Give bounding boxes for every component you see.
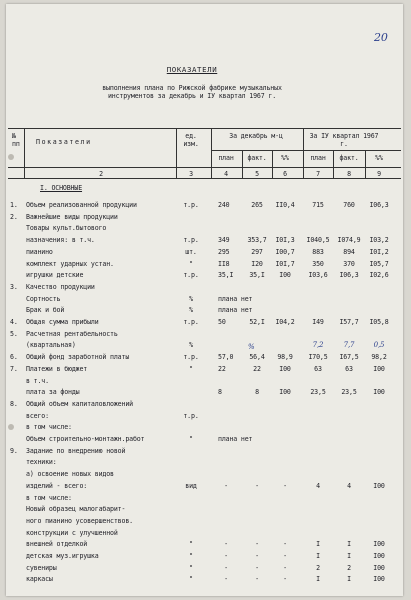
header-num: № пп — [12, 132, 20, 148]
cell-d-fact: - — [255, 563, 259, 572]
cell-d-pct: I00 — [279, 364, 291, 373]
cell-q-plan: 4 — [316, 481, 320, 490]
cell-label: всего: — [26, 411, 49, 420]
handwritten-pct-dec: % — [248, 343, 255, 351]
cell-d-pct: 98,9 — [277, 353, 293, 362]
cell-q-plan: I03,6 — [308, 271, 328, 280]
cell-d-pct: I00 — [279, 388, 291, 397]
cell-label: (квартальная) — [26, 341, 76, 350]
rule — [303, 128, 304, 178]
rule — [8, 178, 401, 179]
cell-unit: % — [189, 306, 193, 315]
cell-unit: т.р. — [183, 271, 199, 280]
cell-label: в том числе: — [26, 423, 72, 432]
cell-d-fact: - — [255, 540, 259, 549]
cell-unit: " — [189, 575, 193, 584]
cell-q-fact: I074,9 — [337, 236, 361, 245]
handwritten-fact-q: 7,7 — [343, 341, 355, 349]
punch-hole — [8, 424, 14, 430]
cell-d-plan: - — [224, 481, 228, 490]
cell-q-pct: I00 — [373, 575, 385, 584]
header-indicators: Показатели — [36, 138, 92, 146]
cell-d-plan: II8 — [218, 259, 230, 268]
cell-d-fact: - — [255, 481, 259, 490]
cell-d-fact: 297 — [251, 247, 263, 256]
cell-num: 7. — [10, 364, 18, 373]
cell-q-fact: I — [347, 575, 351, 584]
cell-num: 8. — [10, 399, 18, 408]
rule — [333, 150, 334, 178]
cell-label: конструкции с улучшенной — [26, 528, 118, 537]
header-plan-dec: план — [218, 154, 234, 162]
cell-d-plan: 22 — [218, 364, 226, 373]
cell-unit: " — [189, 563, 193, 572]
rule — [8, 167, 401, 168]
cell-d-plan: плана нет — [218, 435, 253, 443]
header-quarter: За IУ квартал 1967 г. — [309, 132, 379, 148]
cell-d-pct: II0,4 — [275, 201, 295, 209]
cell-d-plan: 295 — [218, 247, 230, 256]
cell-q-fact: 23,5 — [341, 388, 357, 397]
cell-label: Брак и бой — [26, 306, 65, 315]
cell-d-pct: I0I,3 — [275, 236, 295, 245]
cell-unit: т.р. — [183, 353, 199, 362]
cell-unit: т.р. — [183, 201, 199, 209]
cell-q-fact: I06,3 — [339, 271, 359, 280]
cell-q-pct: I00 — [373, 481, 385, 490]
punch-hole — [8, 154, 14, 160]
cell-d-fact: 56,4 — [249, 353, 265, 362]
page-number: 20 — [374, 31, 388, 44]
rule — [176, 128, 177, 178]
cell-q-plan: I040,5 — [306, 236, 330, 245]
cell-label: игрушки детские — [26, 271, 84, 280]
cell-label: ного пианино усовершенствов. — [26, 516, 133, 525]
header-plan-q: план — [310, 154, 326, 162]
cell-d-plan: 57,0 — [218, 353, 234, 362]
subtitle-line-2: инструментов за декабрь и IУ квартал 1967 г. — [107, 92, 277, 100]
cell-d-fact: 22 — [253, 364, 261, 373]
cell-unit: т.р. — [183, 411, 199, 420]
cell-d-pct: - — [283, 481, 287, 490]
cell-d-pct: I0I,7 — [275, 259, 295, 268]
cell-d-plan: 8 — [218, 388, 222, 397]
cell-label: комплект ударных устан. — [26, 259, 114, 268]
cell-unit: " — [189, 552, 193, 560]
cell-label: а) освоение новых видов — [26, 470, 114, 479]
col-number: 8 — [347, 170, 351, 178]
cell-label: детская муз.игрушка — [26, 552, 99, 560]
cell-d-fact: - — [255, 552, 259, 560]
cell-label: внешней отделкой — [26, 540, 88, 549]
col-number: 9 — [377, 170, 381, 178]
header-fact-q: факт. — [339, 154, 359, 162]
cell-label: плата за фонды — [26, 388, 80, 397]
cell-label: назначения: в т.ч. — [26, 236, 95, 245]
cell-d-pct: - — [283, 540, 287, 549]
rule — [24, 128, 25, 178]
cell-label: Общая сумма прибыли — [26, 318, 99, 326]
subtitle-line-1: выполнения плана по Рижской фабрике музыкальных — [102, 84, 282, 92]
cell-q-fact: 4 — [347, 481, 351, 490]
cell-q-plan: 23,5 — [310, 388, 326, 397]
cell-unit: " — [189, 540, 193, 549]
cell-d-fact: 265 — [251, 201, 263, 209]
cell-num: 5. — [10, 329, 18, 338]
cell-label: изделий - всего: — [26, 481, 88, 490]
cell-q-pct: I02,6 — [369, 271, 389, 280]
cell-label: сувениры — [26, 563, 57, 572]
cell-unit: " — [189, 435, 193, 443]
cell-label: Расчетная рентабельность — [26, 329, 118, 338]
cell-label: Новый образец малогабарит- — [26, 505, 126, 514]
col-number: 7 — [316, 170, 320, 178]
cell-q-fact: 894 — [343, 247, 355, 256]
cell-unit: т.р. — [183, 236, 199, 245]
cell-unit: % — [189, 341, 193, 350]
cell-d-pct: I00,7 — [275, 247, 295, 256]
cell-label: Важнейшие виды продукции — [26, 212, 118, 221]
cell-label: Товары культ.бытового — [26, 224, 107, 233]
cell-d-fact: 8 — [255, 388, 259, 397]
document-sheet — [6, 4, 403, 596]
handwritten-pct-q: 0,5 — [373, 341, 385, 349]
cell-d-pct: I00 — [279, 271, 291, 280]
cell-num: 3. — [10, 282, 18, 291]
cell-q-pct: I00 — [373, 563, 385, 572]
cell-q-fact: 760 — [343, 201, 355, 209]
cell-num: 2. — [10, 212, 18, 221]
cell-d-plan: 240 — [218, 201, 230, 209]
header-pct-dec: %% — [281, 154, 289, 162]
cell-num: 9. — [10, 446, 18, 455]
cell-label: пианино — [26, 247, 53, 256]
cell-d-plan: - — [224, 552, 228, 560]
cell-label: Сортность — [26, 294, 61, 303]
cell-label: Объем реализованной продукции — [26, 201, 137, 209]
cell-unit: вид — [185, 481, 197, 490]
col-number: 4 — [224, 170, 228, 178]
cell-label: Платежи в бюджет — [26, 364, 88, 373]
cell-q-pct: I00 — [373, 388, 385, 397]
document-title: ПОКАЗАТЕЛИ — [166, 65, 218, 74]
cell-q-pct: I05,7 — [369, 259, 389, 268]
cell-q-plan: 2 — [316, 563, 320, 572]
cell-d-pct: - — [283, 552, 287, 560]
handwritten-plan-q: 7,2 — [312, 341, 324, 349]
header-pct-q: %% — [375, 154, 383, 162]
cell-q-pct: I00 — [373, 552, 385, 560]
rule — [211, 150, 401, 151]
cell-num: 6. — [10, 353, 18, 362]
cell-d-plan: - — [224, 575, 228, 584]
cell-q-plan: I70,5 — [308, 353, 328, 362]
rule — [211, 128, 212, 178]
cell-d-plan: плана нет — [218, 294, 253, 303]
cell-label: в т.ч. — [26, 376, 49, 385]
cell-d-fact: I20 — [251, 259, 263, 268]
cell-d-plan: - — [224, 563, 228, 572]
cell-d-plan: 50 — [218, 318, 226, 326]
cell-label: Общий фонд заработной платы — [26, 353, 130, 362]
header-unit: ед. изм. — [183, 132, 199, 148]
cell-label: Объем строительно-монтажн.работ — [26, 435, 145, 443]
cell-q-pct: I0I,2 — [369, 247, 389, 256]
cell-q-plan: I49 — [312, 318, 324, 326]
col-number: 5 — [255, 170, 259, 178]
cell-q-fact: I — [347, 540, 351, 549]
rule — [242, 150, 243, 178]
cell-d-pct: - — [283, 575, 287, 584]
rule — [8, 128, 401, 129]
cell-d-pct: I04,2 — [275, 318, 295, 326]
cell-num: 1. — [10, 201, 18, 209]
cell-q-fact: 370 — [343, 259, 355, 268]
cell-q-fact: I57,7 — [339, 318, 359, 326]
rule — [272, 150, 273, 178]
cell-unit: % — [189, 294, 193, 303]
cell-d-plan: - — [224, 540, 228, 549]
cell-d-fact: 52,I — [249, 318, 265, 326]
cell-q-plan: I — [316, 540, 320, 549]
cell-label: каркасы — [26, 575, 53, 584]
cell-d-fact: 353,7 — [247, 236, 267, 245]
cell-q-plan: 883 — [312, 247, 324, 256]
cell-q-pct: I00 — [373, 364, 385, 373]
cell-q-pct: I05,8 — [369, 318, 389, 326]
cell-d-plan: плана нет — [218, 306, 253, 315]
cell-q-pct: I03,2 — [369, 236, 389, 245]
cell-label: в том числе: — [26, 493, 72, 502]
header-december: За декабрь м-ц — [229, 132, 283, 140]
cell-d-fact: 35,I — [249, 271, 265, 280]
col-number: 3 — [189, 170, 193, 178]
cell-unit: т.р. — [183, 318, 199, 326]
cell-q-plan: I — [316, 552, 320, 560]
cell-q-fact: 2 — [347, 563, 351, 572]
cell-unit: шт. — [185, 247, 197, 256]
cell-label: Качество продукции — [26, 282, 95, 291]
cell-d-pct: - — [283, 563, 287, 572]
header-fact-dec: факт. — [247, 154, 267, 162]
cell-q-fact: I67,5 — [339, 353, 359, 362]
cell-q-pct: I06,3 — [369, 201, 389, 209]
cell-label: техники: — [26, 458, 57, 467]
cell-unit: " — [189, 364, 193, 373]
cell-d-plan: 35,I — [218, 271, 234, 280]
cell-label: Общий объем капиталовложений — [26, 399, 133, 408]
cell-d-plan: 349 — [218, 236, 230, 245]
cell-d-fact: - — [255, 575, 259, 584]
cell-q-plan: 350 — [312, 259, 324, 268]
cell-q-plan: 715 — [312, 201, 324, 209]
cell-q-plan: 63 — [314, 364, 322, 373]
col-number: 6 — [283, 170, 287, 178]
cell-q-pct: I00 — [373, 540, 385, 549]
cell-label: Задание по внедрению новой — [26, 446, 126, 455]
rule — [365, 150, 366, 178]
cell-unit: " — [189, 259, 193, 268]
col-number: 2 — [99, 170, 103, 178]
cell-q-pct: 98,2 — [371, 353, 387, 362]
cell-q-fact: I — [347, 552, 351, 560]
section-title: I. ОСНОВНЫЕ — [40, 184, 83, 192]
cell-q-fact: 63 — [345, 364, 353, 373]
cell-num: 4. — [10, 318, 18, 326]
cell-q-plan: I — [316, 575, 320, 584]
